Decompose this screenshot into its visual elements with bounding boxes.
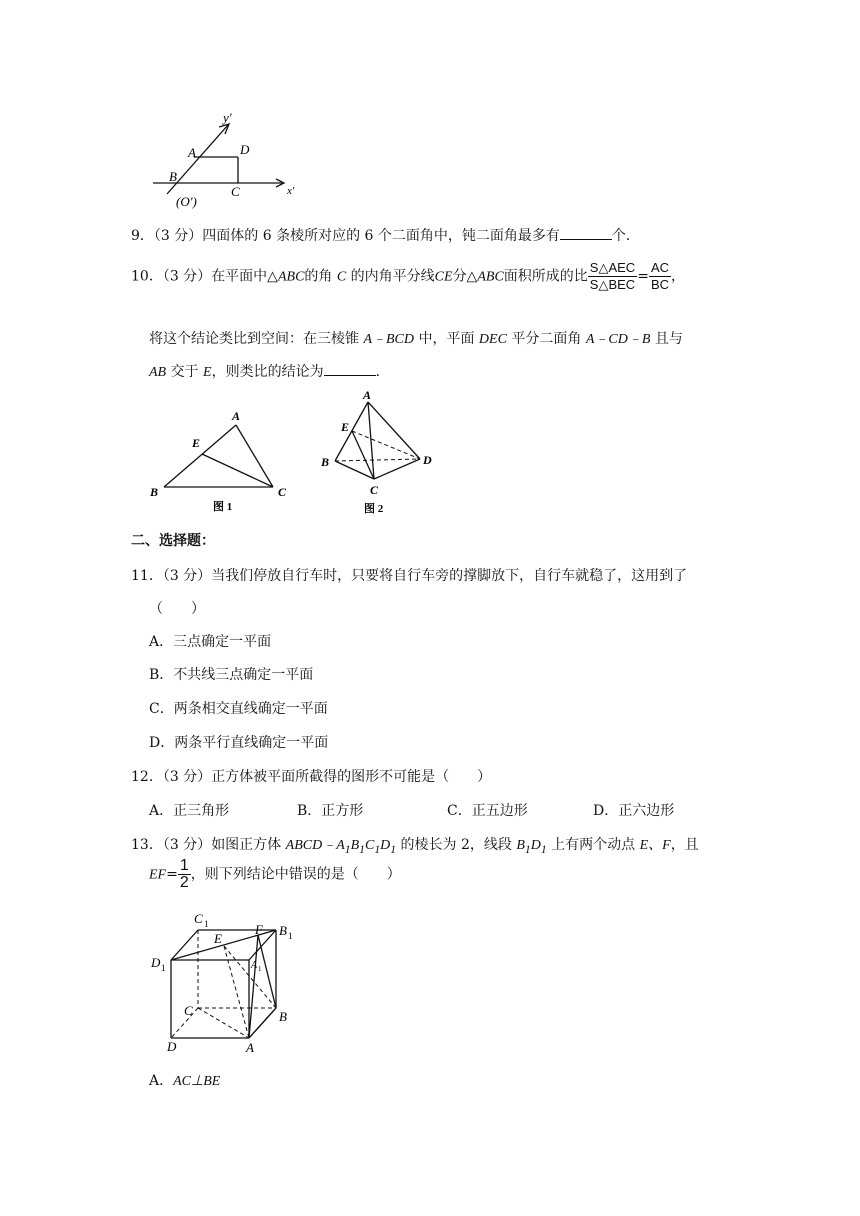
q10-var: AB (149, 365, 167, 380)
figure-caption: 图 2 (364, 503, 384, 515)
label-E: E (214, 931, 222, 946)
q13-text: 上有两个动点 (551, 837, 636, 853)
q10-score: （3 分） (162, 268, 212, 285)
equals-sign: = (637, 268, 649, 285)
question-10-line-1 (131, 260, 685, 293)
label-A: A (232, 409, 241, 423)
label-subscript: 1 (161, 963, 166, 973)
option-text: AC⊥BE (173, 1074, 221, 1089)
q10-text: 将这个结论类比到空间：在三棱锥 (149, 331, 359, 347)
q11-option-c: C．两条相交直线确定一平面 (149, 701, 328, 717)
label-B: B (279, 1009, 287, 1024)
label-C1: C (194, 911, 203, 926)
q10-text: 面积所成的比 (503, 268, 588, 285)
q10-var: DEC (478, 332, 507, 347)
subscript: 1 (359, 842, 365, 856)
q12-number: 12． (131, 769, 163, 785)
label-D: D (167, 1039, 177, 1054)
label-F: F (255, 922, 263, 937)
subscript: 1 (540, 842, 547, 856)
fraction-numerator: S△AEC (589, 260, 636, 275)
label-D: D (423, 453, 432, 467)
q13-text: 的棱长为 2，线段 (400, 837, 512, 853)
q10-var: ABC (477, 269, 504, 285)
label-B: B (169, 169, 177, 184)
segment-part: D (530, 838, 541, 853)
cube-figure (145, 906, 305, 1056)
label-subscript: 1 (288, 931, 293, 941)
q10-text: ， (671, 268, 685, 285)
q10-var: ABC (277, 269, 305, 285)
question-10-line-3 (149, 361, 390, 381)
label-B: B (150, 485, 159, 499)
cube-name (285, 838, 397, 856)
question-13-line-1 (131, 834, 699, 856)
q12-option-d: D．正六边形 (593, 803, 675, 819)
label-O-prime: (O') (176, 194, 197, 209)
q10-text: 分△ (452, 268, 478, 285)
q12-text: 正方体被平面所截得的图形不可能是（ ） (211, 769, 492, 785)
q9-score: （3 分） (153, 228, 203, 244)
q10-text: 且与 (654, 331, 683, 347)
label-A: A (363, 388, 372, 402)
cube-part: C (364, 838, 375, 853)
q11-option-d: D．两条平行直线确定一平面 (149, 735, 329, 751)
q9-text: 四面体的 6 条棱所对应的 6 个二面角中，钝二面角最多有 (202, 228, 560, 244)
label-subscript: 1 (258, 965, 262, 973)
segment-part: B (516, 838, 525, 853)
label-C: C (184, 1003, 193, 1018)
subscript: 1 (374, 842, 381, 856)
q13-score: （3 分） (162, 837, 212, 853)
question-9 (131, 225, 640, 245)
q10-text: 的角 (304, 268, 333, 285)
half-fraction (178, 858, 191, 891)
question-13-line-2 (149, 858, 401, 891)
q10-text: 平分二面角 (511, 331, 582, 347)
area-ratio-fraction (588, 260, 637, 293)
label-C: C (278, 485, 287, 499)
q13-text: ，则下列结论中错误的是（ ） (190, 866, 401, 883)
tetrahedron-figure (316, 388, 446, 518)
q11-number: 11． (131, 568, 163, 584)
cube-part: ABCD﹣A (285, 838, 345, 853)
coordinate-figure (150, 110, 310, 212)
question-10-line-2 (149, 328, 683, 348)
q11-option-a: A．三点确定一平面 (149, 634, 272, 650)
section-heading: 二、选择题： (131, 533, 215, 549)
figure-caption: 图 1 (213, 501, 233, 513)
q10-var: A﹣BCD (363, 332, 415, 347)
q13-var: EF (149, 867, 167, 883)
label-B1: B (279, 923, 287, 938)
subscript: 1 (390, 842, 397, 856)
q12-option-b: B．正方形 (297, 803, 364, 819)
fraction-denominator: 2 (179, 874, 189, 891)
cube-part: B (350, 838, 360, 853)
label-subscript: 1 (204, 919, 209, 929)
label-E: E (192, 436, 201, 450)
q10-text: 交于 (170, 364, 199, 380)
question-11 (131, 565, 687, 585)
answer-blank (560, 227, 612, 240)
q10-text: ，则类比的结论为 (211, 364, 324, 380)
q10-var: A﹣CD﹣B (585, 332, 651, 347)
q13-option-a (149, 1070, 220, 1090)
q10-text: 在平面中△ (211, 268, 278, 285)
q10-var: E (203, 365, 212, 380)
q13-text: 如图正方体 (211, 837, 282, 853)
label-A: A (188, 145, 196, 160)
equals-sign: = (166, 866, 178, 883)
cube-part: D (380, 838, 391, 853)
label-E: E (341, 420, 350, 434)
label-C: C (231, 184, 240, 199)
side-ratio-fraction (649, 260, 671, 293)
q13-text: ，且 (670, 837, 699, 853)
q10-text: 的内角平分线 (350, 268, 435, 285)
label-D1: D (151, 955, 161, 970)
q10-text: 中，平面 (418, 331, 475, 347)
segment-name (516, 838, 547, 856)
q10-number: 10． (131, 268, 163, 285)
subscript: 1 (524, 842, 531, 856)
label-A: A (246, 1040, 254, 1055)
q12-option-c: C．正五边形 (447, 803, 528, 819)
label-C: C (370, 483, 379, 497)
label-A1: A (251, 960, 258, 971)
q11-score: （3 分） (162, 568, 212, 584)
label-B: B (321, 455, 330, 469)
q11-option-b: B．不共线三点确定一平面 (149, 667, 314, 683)
label-D: D (240, 142, 250, 157)
q12-score: （3 分） (162, 769, 212, 785)
q10-var: CE (434, 269, 453, 285)
question-12 (131, 766, 491, 786)
q9-text-end: 个． (611, 228, 640, 244)
q11-text: 当我们停放自行车时，只要将自行车旁的撑脚放下，自行车就稳了，这用到了 (211, 568, 688, 584)
q9-number: 9． (131, 228, 154, 244)
fraction-numerator: 1 (179, 857, 189, 874)
fraction-numerator: AC (650, 260, 669, 275)
q11-answer-paren: （ ） (149, 601, 205, 617)
q10-var: C (336, 269, 347, 285)
answer-blank (324, 363, 376, 376)
label-y-prime: y' (223, 110, 232, 125)
label-x-prime: x' (287, 185, 295, 197)
q10-text: ． (375, 364, 390, 380)
q12-option-a: A．正三角形 (149, 803, 230, 819)
q13-number: 13． (131, 837, 163, 853)
q13-var: E、F (639, 838, 671, 853)
option-prefix: A． (149, 1073, 174, 1089)
triangle-figure (145, 408, 305, 516)
fraction-denominator: S△BEC (589, 277, 636, 292)
fraction-denominator: BC (650, 277, 669, 292)
subscript: 1 (344, 842, 351, 856)
